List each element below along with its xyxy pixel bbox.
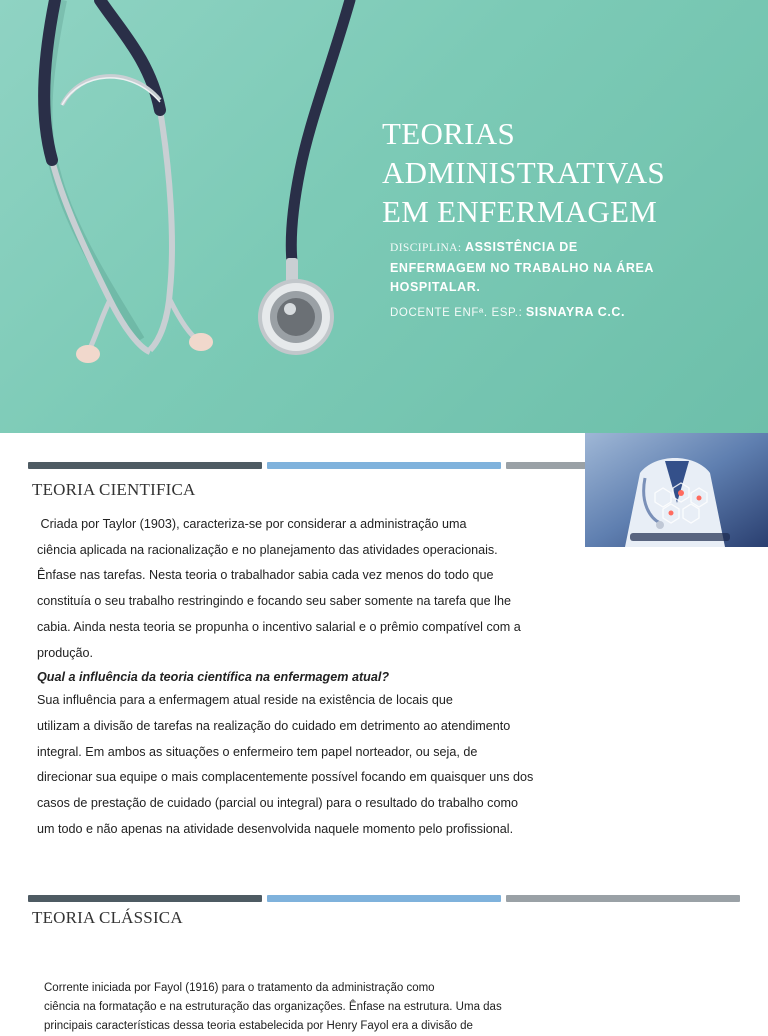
paragraph-line: ciência na formatação e na estruturação das organizações. Ênfase na estrutura. Uma das [44, 1001, 502, 1013]
paragraph-line: ciência aplicada na racionalização e no planejamento das atividades operacionais. [37, 542, 498, 557]
paragraph-line: Corrente iniciada por Fayol (1916) para o tratamento da administração como [44, 982, 435, 994]
discipline-label: DISCIPLINA: [390, 242, 462, 254]
section-body [37, 512, 587, 842]
answer-line: integral. Em ambos as situações o enfermeiro tem papel norteador, ou seja, de [37, 744, 478, 759]
paragraph-line: Criada por Taylor (1903), caracteriza-se por considerar a administração uma [37, 517, 467, 531]
paragraph-line: principais características dessa teoria estabelecida por Henry Fayol era a divisão de [44, 1020, 473, 1032]
doctor-tech-image [585, 433, 768, 547]
cover-slide [0, 0, 768, 433]
answer-line: direcionar sua equipe o mais complacentemente possível focando em quaisquer uns dos [37, 770, 534, 785]
cover-title-line: TEORIAS [382, 116, 515, 151]
answer-line: utilizam a divisão de tarefas na realização do cuidado em detrimento ao atendimento [37, 718, 511, 733]
section-title: TEORIA CIENTIFICA [32, 480, 196, 499]
answer-line: Sua influência para a enfermagem atual reside na existência de locais que [37, 693, 453, 708]
slide-teoria-classica [0, 873, 768, 1032]
paragraph-line: cabia. Ainda nesta teoria se propunha o incentivo salarial e o prêmio compatível com a [37, 619, 521, 634]
slide-teoria-cientifica [0, 433, 768, 873]
teacher-value: SISNAYRA C.C. [525, 304, 626, 319]
cover-title-line: ADMINISTRATIVAS [382, 155, 665, 190]
header-bar [28, 895, 262, 902]
header-bar [28, 462, 262, 469]
discipline-value: ASSISTÊNCIA DE [464, 240, 578, 254]
header-bar [267, 895, 501, 902]
question-line: Qual a influência da teoria científica na enfermagem atual? [37, 670, 390, 685]
cover-subtitle [390, 238, 710, 323]
header-bar [506, 895, 740, 902]
teacher-label: DOCENTE ENFª. ESP.: [390, 306, 523, 319]
discipline-value: HOSPITALAR. [390, 280, 481, 294]
section-body [44, 979, 544, 1036]
cover-title [382, 114, 762, 231]
paragraph-line: constituía o seu trabalho restringindo e focando seu saber somente na tarefa que lhe [37, 594, 511, 609]
answer-line: casos de prestação de cuidado (parcial ou integral) para o resultado do trabalho como [37, 796, 518, 811]
discipline-value: ENFERMAGEM NO TRABALHO NA ÁREA [390, 260, 655, 275]
header-bar [267, 462, 501, 469]
answer-line: um todo e não apenas na atividade desenvolvida naquele momento pelo profissional. [37, 821, 514, 836]
section-title: TEORIA CLÁSSICA [32, 908, 183, 927]
paragraph-line: Ênfase nas tarefas. Nesta teoria o trabalhador sabia cada vez menos do todo que [37, 568, 494, 583]
paragraph-line: produção. [37, 645, 94, 660]
cover-title-line: EM ENFERMAGEM [382, 194, 658, 229]
